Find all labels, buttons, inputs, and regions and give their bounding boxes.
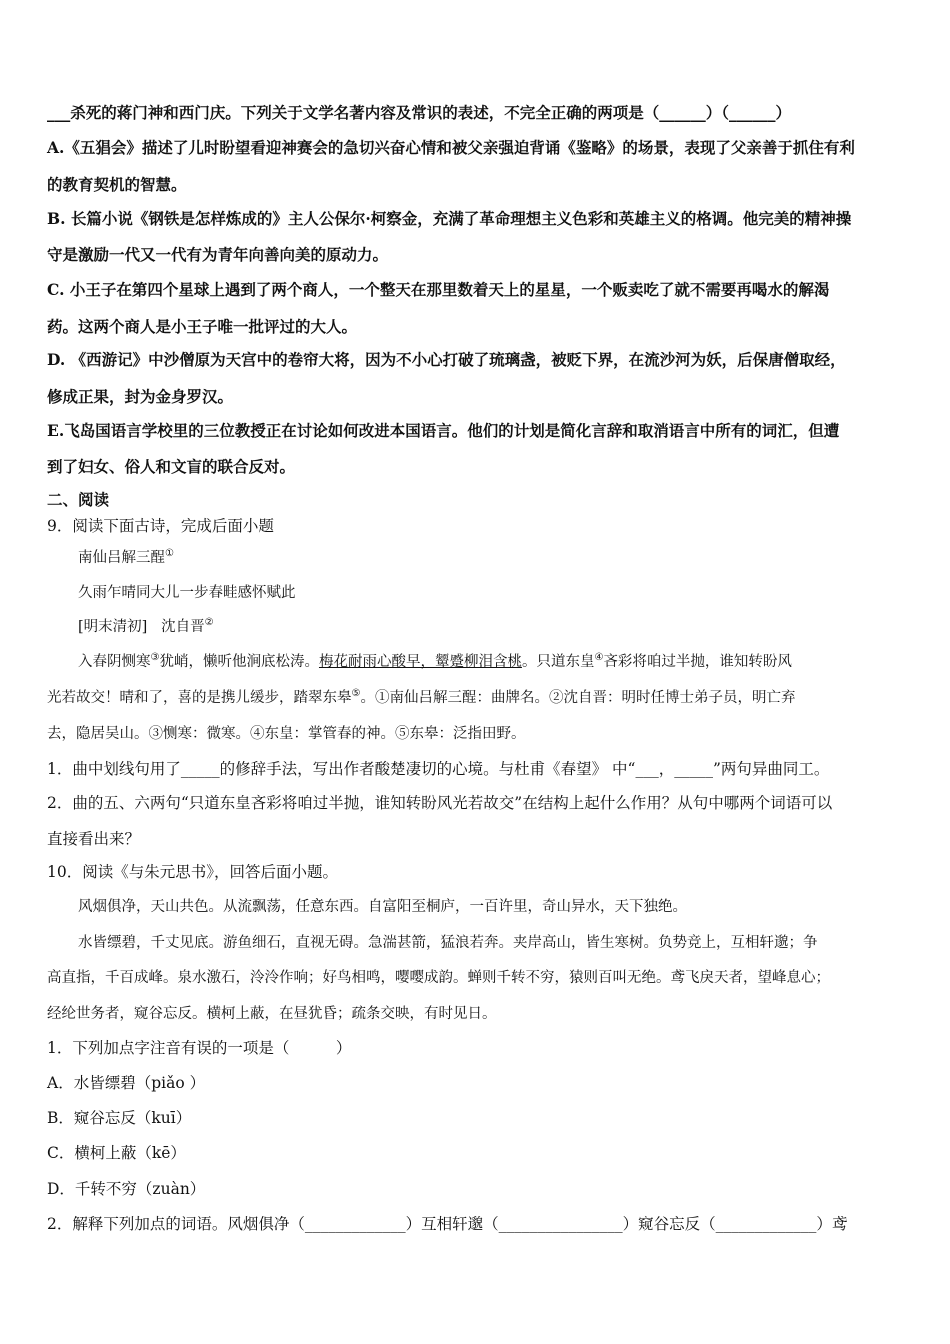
poem-notes-line3: 去，隐居吴山。③恻寒：微寒。④东皇：掌管春的神。⑤东皋：泛指田野。 xyxy=(47,726,526,742)
q10-para2-line1: 水皆缥碧，千丈见底。游鱼细石，直视无碍。急湍甚箭，猛浪若奔。夹岸高山，皆生寒树。负势竞上，互相轩邈；争 xyxy=(78,935,818,951)
poem-subtitle: 久雨乍晴同大儿一步春畦感怀赋此 xyxy=(78,585,296,601)
author-era: [明末清初] xyxy=(78,619,148,635)
q10-sub1-option-d: D．千转不穷（zuàn） xyxy=(47,1180,206,1198)
q9-sub1: 1．曲中划线句用了_____的修辞手法，写出作者酸楚凄切的心境。与杜甫《春望》 中“___，_____”两句异曲同工。 xyxy=(47,760,830,778)
poem-text-line2 xyxy=(47,688,907,708)
poem-title xyxy=(78,548,938,568)
poem-title-text: 南仙吕解三酲 xyxy=(78,550,165,566)
q10-sub2: 2．解释下列加点的词语。风烟俱净（_____________）互相轩邈（________________）窥谷忘反（_____________）鸢 xyxy=(47,1215,848,1233)
poem-text-line2b: 。①南仙吕解三酲：曲牌名。②沈自晋：明时任博士弟子员，明亡弃 xyxy=(360,690,796,706)
q8-option-e-line1: E.飞岛国语言学校里的三位教授正在讨论如何改进本国语言。他们的计划是简化言辞和取消语言中所有的词汇，但遭 xyxy=(47,421,840,440)
author-note: ② xyxy=(204,617,214,629)
poem-text-line1 xyxy=(78,652,938,672)
q8-option-b-line1: B. 长篇小说《钢铁是怎样炼成的》主人公保尔·柯察金，充满了革命理想主义色彩和英雄主义的格调。他完美的精神操 xyxy=(47,209,852,228)
q9-sub2-line2: 直接看出来？ xyxy=(47,830,141,848)
q9-sub2-line1: 2．曲的五、六两句“只道东皇吝彩将咱过半抛，谁知转盼风光若故交”在结构上起什么作用？从句中哪两个词语可以 xyxy=(47,794,833,812)
note-4: ④ xyxy=(594,652,604,664)
q8-option-a-line1: A.《五猖会》描述了儿时盼望看迎神赛会的急切兴奋心情和被父亲强迫背诵《鉴略》的场景，表现了父亲善于抓住有利 xyxy=(47,138,855,157)
q9-stem: 9．阅读下面古诗，完成后面小题 xyxy=(47,517,274,535)
q8-option-b-line2: 守是激励一代又一代有为青年向善向美的原动力。 xyxy=(47,245,389,264)
note-3: ③ xyxy=(150,652,160,664)
q10-sub1: 1．下列加点字注音有误的一项是（ ） xyxy=(47,1039,352,1057)
poem-title-note: ① xyxy=(165,548,174,560)
q10-para1: 风烟俱净，天山共色。从流飘荡，任意东西。自富阳至桐庐，一百许里，奇山异水，天下独绝。 xyxy=(78,899,687,915)
poem-text-a: 入春阴恻寒 xyxy=(78,654,151,670)
q8-option-d-line2: 修成正果，封为金身罗汉。 xyxy=(47,387,234,406)
poem-text-b: 犹峭，懒听他涧底松涛。 xyxy=(159,654,319,670)
q8-option-c-line2: 药。这两个商人是小王子唯一批评过的大人。 xyxy=(47,317,358,336)
poem-text-d: 吝彩将咱过半抛，谁知转盼风 xyxy=(603,654,792,670)
q8-option-e-line2: 到了妇女、俗人和文盲的联合反对。 xyxy=(47,457,296,476)
poem-text-line2a: 光若故交！晴和了，喜的是携儿缓步，踏翠东皋 xyxy=(47,690,352,706)
note-5: ⑤ xyxy=(351,688,361,700)
q8-stem-line: ___杀死的蒋门神和西门庆。下列关于文学名著内容及常识的表述，不完全正确的两项是（______）（______） xyxy=(47,103,792,122)
q10-stem: 10．阅读《与朱元思书》，回答后面小题。 xyxy=(47,863,338,881)
poem-author xyxy=(78,617,938,637)
underlined-line: 梅花耐雨心酸早，颦蹙柳泪含桃 xyxy=(318,654,522,670)
q10-sub1-option-b: B．窥谷忘反（kuī） xyxy=(47,1109,192,1127)
q10-sub1-option-a: A．水皆缥碧（piǎo ） xyxy=(47,1074,206,1092)
q10-para2-line2: 高直指，千百成峰。泉水激石，泠泠作响；好鸟相鸣，嘤嘤成韵。蝉则千转不穷，猿则百叫无绝。鸢飞戾天者，望峰息心； xyxy=(47,970,830,986)
q8-option-a-line2: 的教育契机的智慧。 xyxy=(47,175,187,194)
poem-text-c: 。只道东皇 xyxy=(521,654,595,670)
q10-sub1-option-c: C．横柯上蔽（kē） xyxy=(47,1144,186,1162)
q8-option-c-line1: C. 小王子在第四个星球上遇到了两个商人，一个整天在那里数着天上的星星，一个贩卖吃了就不需要再喝水的解渴 xyxy=(47,280,830,299)
q10-para2-line3: 经纶世务者，窥谷忘反。横柯上蔽，在昼犹昏；疏条交映，有时见日。 xyxy=(47,1006,497,1022)
author-name: 沈自晋 xyxy=(161,619,205,635)
section-heading: 二、阅读 xyxy=(47,490,110,509)
q8-option-d-line1: D. 《西游记》中沙僧原为天宫中的卷帘大将，因为不小心打破了琉璃盏，被贬下界，在流沙河为妖，后保唐僧取经， xyxy=(47,350,846,369)
